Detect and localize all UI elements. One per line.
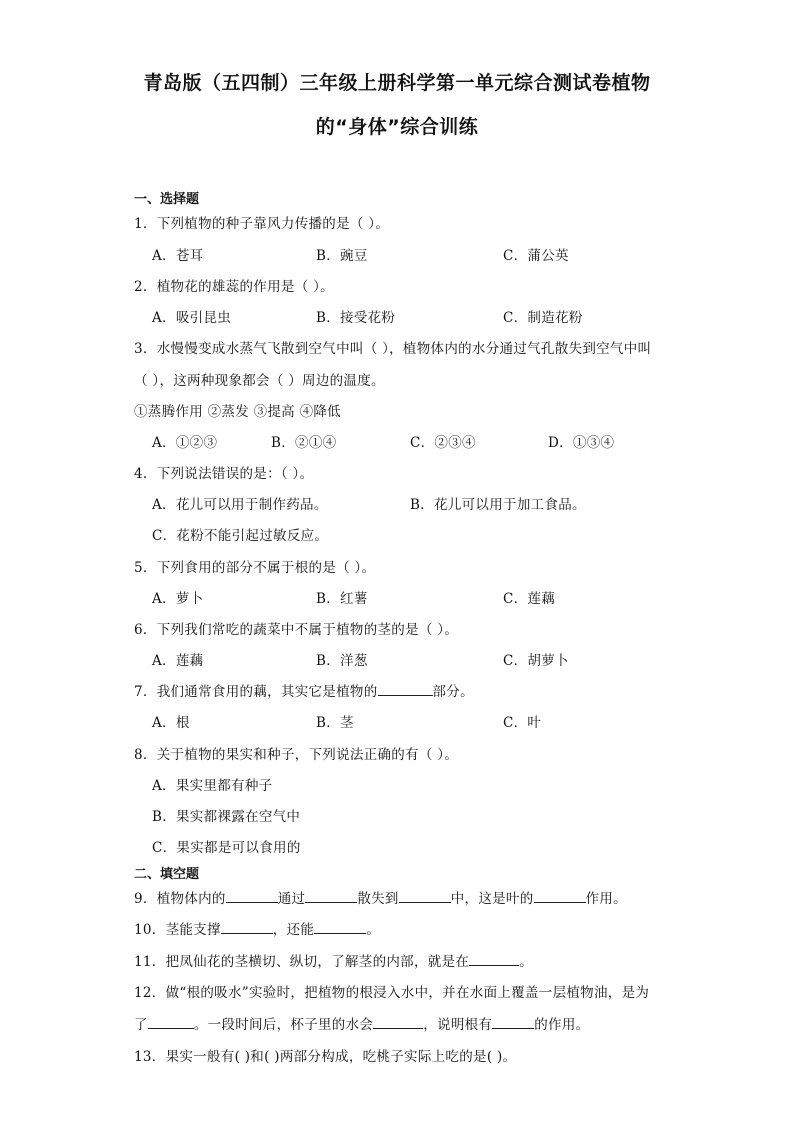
section-choice: 一、选择题	[134, 192, 200, 207]
q3-line-1: 3．水慢慢变成水蒸气飞散到空气中叫（ ），植物体内的水分通过气孔散失到空气中叫	[134, 341, 652, 357]
q9-blank-3[interactable]	[399, 888, 451, 903]
q11-p2: 。	[519, 954, 533, 970]
q1-text: 1．下列植物的种子靠风力传播的是（ ）。	[134, 216, 390, 232]
q3-option-c: C．②③④	[410, 435, 476, 451]
q2-option-c: C．制造花粉	[503, 310, 583, 326]
q1-option-a: A．苍耳	[152, 248, 204, 264]
q12-line-2	[134, 1013, 589, 1033]
q8-option-c: C．果实都是可以食用的	[152, 840, 301, 856]
q5-option-b: B．红薯	[316, 591, 368, 607]
q2-text: 2．植物花的雄蕊的作用是（ ）。	[134, 279, 334, 295]
q9-blank-1[interactable]	[226, 888, 278, 903]
q10-blank-1[interactable]	[221, 919, 273, 934]
q11-p1: 11．把凤仙花的茎横切、纵切，了解茎的内部，就是在	[134, 954, 470, 970]
q10-p2: ，还能	[272, 922, 315, 938]
q2-option-b: B．接受花粉	[316, 310, 396, 326]
q6-option-a: A．莲藕	[152, 653, 204, 669]
q3-option-b: B．②①④	[271, 435, 337, 451]
q6-text: 6．下列我们常吃的蔬菜中不属于植物的茎的是（ ）。	[134, 622, 459, 638]
q5-text: 5．下列食用的部分不属于根的是（ ）。	[134, 560, 376, 576]
q1-option-b: B．豌豆	[316, 248, 368, 264]
q12-blank-1[interactable]	[148, 1014, 194, 1029]
q3-line-2: （ ），这两种现象都会（ ）周边的温度。	[134, 373, 385, 389]
q7-blank[interactable]	[378, 681, 433, 696]
q9-blank-4[interactable]	[534, 888, 586, 903]
q12-p3: ，说明根有	[423, 1017, 493, 1033]
q4-option-b: B．花儿可以用于加工食品。	[410, 497, 586, 513]
q9-p3: 散失到	[357, 891, 399, 907]
q4-text: 4．下列说法错误的是：（ ）。	[134, 466, 314, 482]
q8-text: 8．关于植物的果实和种子，下列说法正确的有（ ）。	[134, 747, 459, 763]
q7-option-a: A．根	[152, 715, 190, 731]
q3-option-a: A．①②③	[152, 435, 218, 451]
q9-p2: 通过	[277, 891, 306, 907]
q7-option-c: C．叶	[503, 715, 542, 731]
q10-blank-2[interactable]	[314, 919, 366, 934]
q13-text: 13．果实一般有( )和( )两部分构成，吃桃子实际上吃的是( )。	[134, 1049, 517, 1065]
q8-option-a: A．果实里都有种子	[152, 778, 273, 794]
section-fill: 二、填空题	[134, 867, 200, 882]
q10-p3: 。	[366, 922, 380, 938]
q7-post: 部分。	[432, 684, 474, 700]
q4-option-c: C．花粉不能引起过敏反应。	[152, 528, 329, 544]
q6-option-c: C．胡萝卜	[503, 653, 569, 669]
q10-p1: 10．茎能支撑	[134, 922, 221, 938]
q11-text	[134, 950, 533, 970]
q9-p4: 中，这是叶的	[450, 891, 534, 907]
title-line-1: 青岛版（五四制）三年级上册科学第一单元综合测试卷植物	[143, 72, 651, 94]
q2-option-a: A．吸引昆虫	[152, 310, 232, 326]
q7-text	[134, 680, 474, 700]
title-line-2: 的“身体”综合训练	[315, 116, 479, 138]
q9-p1: 9．植物体内的	[134, 891, 226, 907]
q3-option-d: D．①③④	[548, 435, 615, 451]
q5-option-a: A．萝卜	[152, 591, 204, 607]
q12-blank-3[interactable]	[492, 1014, 534, 1029]
q9-blank-2[interactable]	[305, 888, 357, 903]
q12-p2: 。一段时间后，杯子里的水会	[193, 1017, 374, 1033]
q12-p4: 的作用。	[534, 1017, 590, 1033]
q9-text	[134, 887, 627, 907]
q1-option-c: C．蒲公英	[503, 248, 569, 264]
q12-blank-2[interactable]	[373, 1014, 423, 1029]
q10-text	[134, 918, 380, 938]
q6-option-b: B．洋葱	[316, 653, 368, 669]
q5-option-c: C．莲藕	[503, 591, 556, 607]
q7-pre: 7．我们通常食用的藕，其实它是植物的	[134, 684, 378, 700]
q4-option-a: A．花儿可以用于制作药品。	[152, 497, 328, 513]
q8-option-b: B．果实都裸露在空气中	[152, 809, 301, 825]
q12-line-1: 12．做“根的吸水”实验时，把植物的根浸入水中，并在水面上覆盖一层植物油，是为	[134, 985, 650, 1001]
q9-p5: 作用。	[585, 891, 627, 907]
q7-option-b: B．茎	[316, 715, 354, 731]
q11-blank[interactable]	[469, 951, 519, 966]
q12-p1: 了	[134, 1017, 148, 1033]
q3-items: ①蒸腾作用 ②蒸发 ③提高 ④降低	[134, 404, 341, 420]
